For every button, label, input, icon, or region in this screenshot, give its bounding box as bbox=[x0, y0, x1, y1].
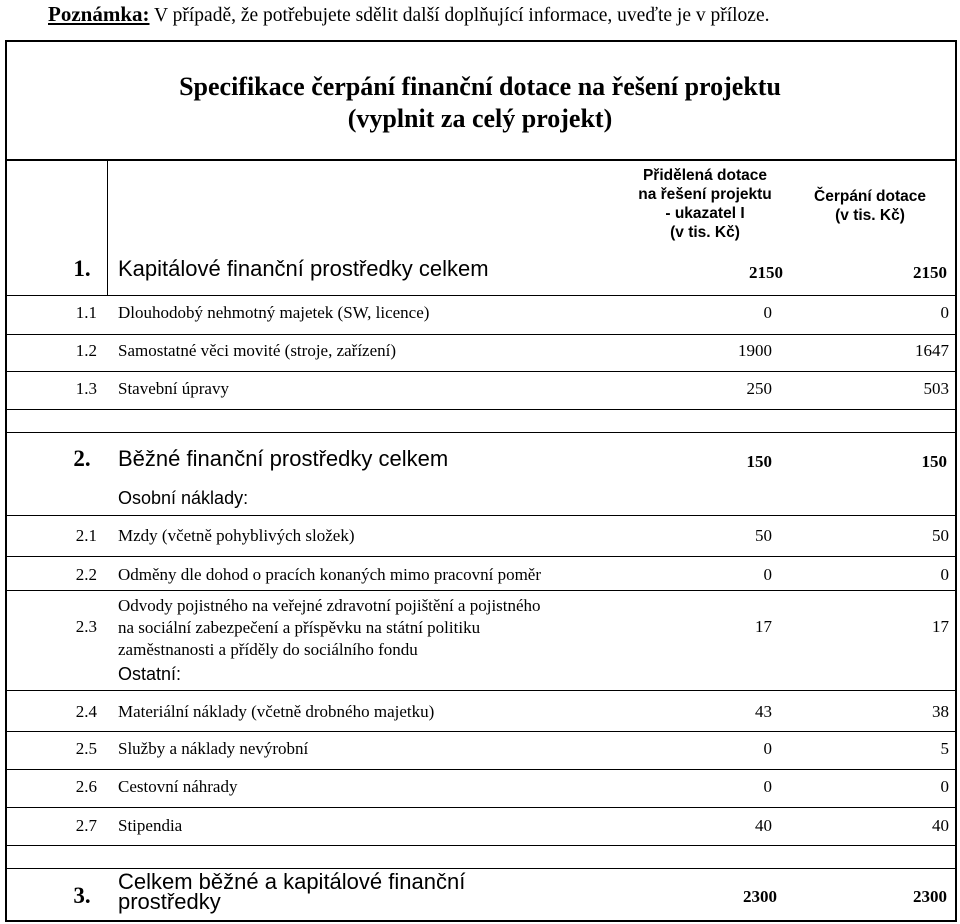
row-value-drawn: 5 bbox=[940, 739, 949, 758]
row-value-allocated: 0 bbox=[763, 777, 772, 796]
row-label-line: zaměstnanosti a příděly do sociálního fondu bbox=[118, 640, 418, 659]
row-label: Materiální náklady (včetně drobného majetku) bbox=[118, 702, 435, 721]
divider bbox=[5, 515, 957, 516]
divider bbox=[5, 807, 957, 808]
section-value-drawn: 2300 bbox=[913, 887, 947, 906]
row-value-drawn: 1647 bbox=[915, 341, 949, 360]
row-value-drawn: 50 bbox=[932, 526, 949, 545]
row-label: Odměny dle dohod o pracích konaných mimo pracovní poměr bbox=[118, 565, 541, 584]
header-allocated-line: - ukazatel I bbox=[665, 205, 745, 222]
divider bbox=[5, 769, 957, 770]
divider bbox=[5, 556, 957, 557]
header-drawn bbox=[790, 187, 950, 225]
row-label: Mzdy (včetně pohyblivých složek) bbox=[118, 526, 355, 545]
row-label: Stipendia bbox=[118, 816, 183, 835]
section-label-line: prostředky bbox=[118, 889, 221, 914]
row-number: 2.3 bbox=[75, 617, 97, 636]
row-label: Stavební úpravy bbox=[118, 379, 229, 398]
header-drawn-line: (v tis. Kč) bbox=[835, 207, 905, 224]
section-label: Kapitálové finanční prostředky celkem bbox=[118, 256, 489, 281]
note-text: V případě, že potřebujete sdělit další doplňující informace, uveďte je v příloze. bbox=[149, 5, 770, 26]
section-number: 1. bbox=[73, 256, 91, 281]
row-value-allocated: 0 bbox=[763, 565, 772, 584]
subsection-other: Ostatní: bbox=[118, 664, 182, 684]
row-label-line: Odvody pojistného na veřejné zdravotní pojištění a pojistného bbox=[118, 596, 541, 615]
note-line bbox=[48, 2, 769, 27]
section-value-allocated: 150 bbox=[746, 452, 772, 471]
row-number: 2.4 bbox=[75, 702, 97, 721]
header-allocated bbox=[630, 166, 780, 242]
page-subtitle: (vyplnit za celý projekt) bbox=[347, 104, 613, 133]
divider bbox=[5, 731, 957, 732]
divider bbox=[5, 334, 957, 335]
row-value-allocated: 40 bbox=[755, 816, 772, 835]
section-value-allocated: 2150 bbox=[749, 263, 783, 282]
divider bbox=[107, 160, 108, 296]
section-label-line: Celkem běžné a kapitálové finanční bbox=[118, 869, 466, 894]
row-value-allocated: 1900 bbox=[738, 341, 772, 360]
header-allocated-line: na řešení projektu bbox=[638, 186, 772, 203]
row-value-allocated: 0 bbox=[763, 739, 772, 758]
row-number: 2.5 bbox=[75, 739, 97, 758]
row-label: Samostatné věci movité (stroje, zařízení) bbox=[118, 341, 397, 360]
row-value-drawn: 17 bbox=[932, 617, 949, 636]
row-label-line: na sociální zabezpečení a příspěvku na státní politiku bbox=[118, 618, 481, 637]
divider bbox=[5, 371, 957, 372]
row-number: 2.6 bbox=[75, 777, 97, 796]
row-value-drawn: 40 bbox=[932, 816, 949, 835]
divider bbox=[5, 690, 957, 691]
section-value-allocated: 2300 bbox=[743, 887, 777, 906]
section-label: Běžné finanční prostředky celkem bbox=[118, 446, 449, 471]
row-number: 2.1 bbox=[75, 526, 97, 545]
divider bbox=[5, 432, 957, 433]
row-value-allocated: 250 bbox=[746, 379, 772, 398]
subsection-personnel: Osobní náklady: bbox=[118, 488, 249, 508]
row-value-allocated: 50 bbox=[755, 526, 772, 545]
note-label: Poznámka: bbox=[48, 2, 150, 26]
row-value-drawn: 503 bbox=[923, 379, 949, 398]
divider bbox=[5, 409, 957, 410]
row-label bbox=[118, 595, 541, 661]
divider bbox=[5, 845, 957, 846]
section-number: 3. bbox=[73, 883, 91, 908]
divider bbox=[5, 159, 957, 161]
row-number: 1.1 bbox=[75, 303, 97, 322]
row-number: 1.3 bbox=[75, 379, 97, 398]
header-allocated-line: (v tis. Kč) bbox=[670, 224, 740, 241]
divider bbox=[5, 295, 957, 296]
page-title: Specifikace čerpání finanční dotace na řešení projektu bbox=[179, 72, 781, 101]
header-drawn-line: Čerpání dotace bbox=[814, 188, 926, 205]
row-label: Cestovní náhrady bbox=[118, 777, 238, 796]
row-value-allocated: 43 bbox=[755, 702, 772, 721]
section-value-drawn: 2150 bbox=[913, 263, 947, 282]
section-value-drawn: 150 bbox=[921, 452, 947, 471]
row-value-drawn: 0 bbox=[940, 303, 949, 322]
row-value-allocated: 17 bbox=[755, 617, 772, 636]
header-allocated-line: Přidělená dotace bbox=[642, 167, 768, 184]
row-value-drawn: 38 bbox=[932, 702, 949, 721]
row-number: 2.2 bbox=[75, 565, 97, 584]
row-value-allocated: 0 bbox=[763, 303, 772, 322]
row-label: Služby a náklady nevýrobní bbox=[118, 739, 309, 758]
row-label: Dlouhodobý nehmotný majetek (SW, licence) bbox=[118, 303, 430, 322]
row-number: 2.7 bbox=[75, 816, 97, 835]
row-value-drawn: 0 bbox=[940, 777, 949, 796]
row-number: 1.2 bbox=[75, 341, 97, 360]
row-value-drawn: 0 bbox=[940, 565, 949, 584]
section-label bbox=[118, 869, 466, 914]
section-number: 2. bbox=[73, 446, 91, 471]
divider bbox=[5, 590, 957, 591]
